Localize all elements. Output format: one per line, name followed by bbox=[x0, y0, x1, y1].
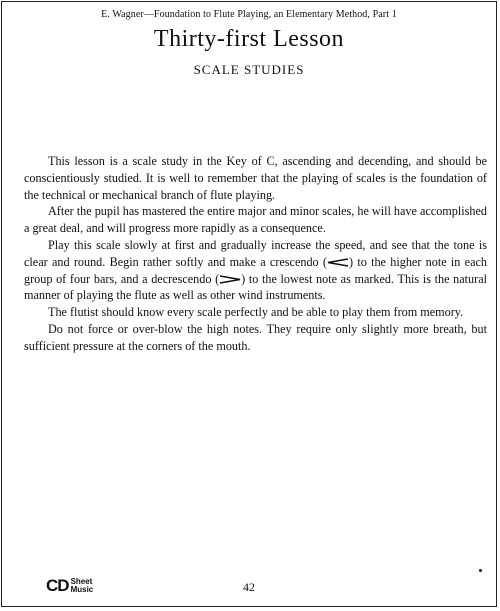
paragraph-5: Do not force or over-blow the high notes. They require only slightly more breath, but sufficient pressure at the corners of the mouth. bbox=[24, 321, 487, 353]
paragraph-1: This lesson is a scale study in the Key of C, ascending and decending, and should be conscientiously studied. It is well to remember that the playing of scales is the foundation of the technical or mechanical branch of flute playing. bbox=[24, 154, 487, 202]
lesson-title: Thirty-first Lesson bbox=[153, 26, 345, 52]
paragraph-3 bbox=[24, 237, 487, 304]
logo-line-1: Sheet bbox=[70, 577, 93, 586]
running-header: E. Wagner—Foundation to Flute Playing, an Elementary Method, Part 1 bbox=[101, 9, 397, 20]
page-number: 42 bbox=[243, 580, 255, 594]
logo-mark: CD bbox=[46, 576, 69, 595]
paragraph-3-part-1: Play this scale slowly at first and gradually increase the speed, and see that the tone is clear and round. Begin rather softly and make a crescendo ( bbox=[24, 237, 487, 269]
crescendo-hairpin-icon bbox=[327, 258, 349, 267]
lesson-subtitle: SCALE STUDIES bbox=[193, 62, 305, 77]
page-mark-dot bbox=[479, 569, 482, 572]
sheet-page bbox=[1, 1, 497, 607]
paragraph-3-part-3: ) to the lowest note as marked. This is the natural manner of playing the flute as well as other wind instruments. bbox=[24, 271, 487, 303]
paragraph-4: The flutist should know every scale perfectly and be able to play them from memory. bbox=[48, 305, 464, 320]
logo-line-2: Music bbox=[70, 585, 94, 594]
paragraph-3-part-2: ) to the higher note in each group of four bars, and a decrescendo ( bbox=[24, 254, 487, 286]
paragraph-2: After the pupil has mastered the entire major and minor scales, he will have accomplished a great deal, and will progress more rapidly as a consequence. bbox=[24, 204, 487, 236]
decrescendo-hairpin-icon bbox=[219, 275, 241, 284]
lesson-body bbox=[24, 153, 487, 355]
